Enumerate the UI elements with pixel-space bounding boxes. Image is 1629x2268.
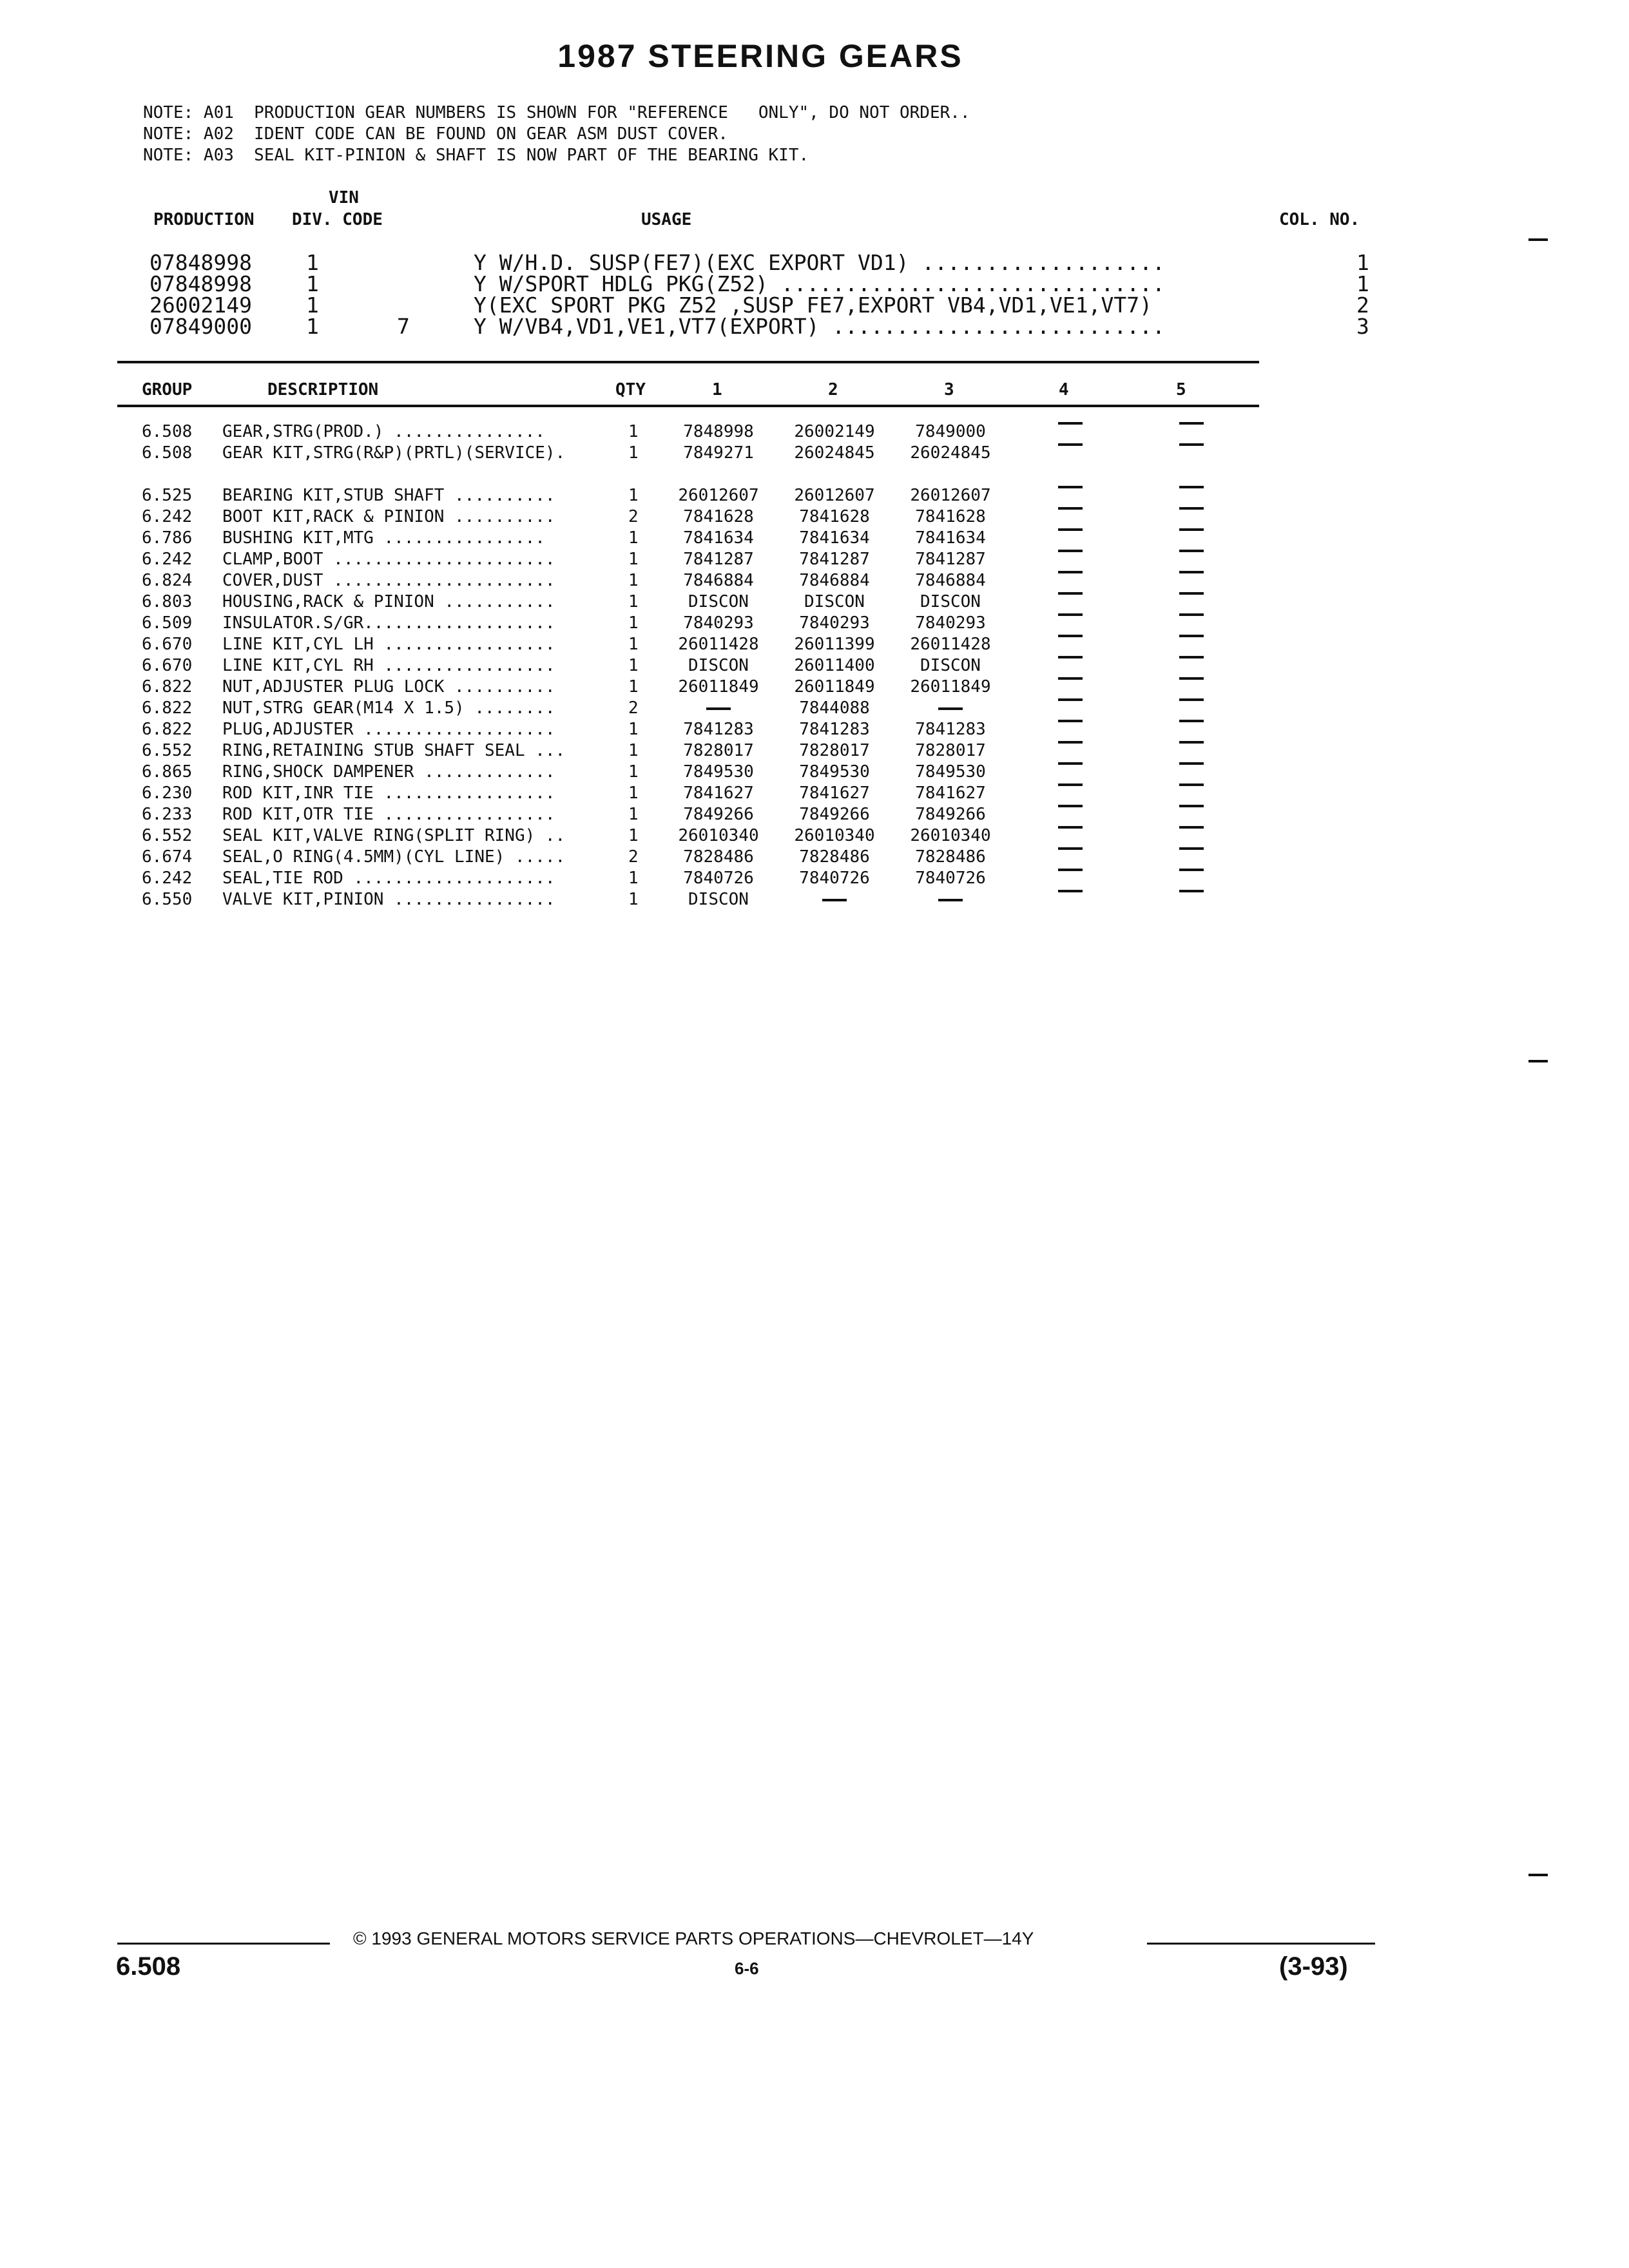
empty-dash (1058, 635, 1083, 637)
col3-cell: 7846884 (915, 571, 986, 590)
empty-dash (1179, 550, 1204, 552)
empty-dash (1058, 762, 1083, 765)
col1-cell: DISCON (688, 656, 749, 675)
table-row (0, 869, 1629, 890)
description-cell: ROD KIT,OTR TIE ................. (222, 805, 555, 824)
description-cell: GEAR,STRG(PROD.) ............... (222, 422, 545, 441)
group-cell: 6.670 (142, 635, 193, 654)
group-header: GROUP (142, 380, 193, 399)
division: 1 (306, 314, 319, 339)
description-cell: LINE KIT,CYL LH ................. (222, 635, 555, 654)
col1-cell: 26010340 (678, 826, 759, 845)
empty-dash (1058, 890, 1083, 892)
col1-cell: 7841287 (683, 550, 754, 569)
empty-dash (1179, 613, 1204, 616)
group-cell: 6.822 (142, 698, 193, 718)
col2-cell: 7849530 (799, 762, 870, 782)
description-cell: RING,SHOCK DAMPENER ............. (222, 762, 555, 782)
col3-cell: DISCON (920, 592, 981, 611)
table-rule-header (117, 405, 1259, 407)
group-cell: 6.509 (142, 613, 193, 633)
group-cell: 6.552 (142, 826, 193, 845)
empty-dash (1179, 507, 1204, 510)
qty-cell: 2 (628, 698, 639, 718)
table-row (0, 507, 1629, 528)
empty-dash (1058, 422, 1083, 425)
table-rule-top (117, 361, 1259, 363)
empty-dash (1058, 826, 1083, 829)
empty-dash (1058, 507, 1083, 510)
table-row (0, 486, 1629, 507)
note-a01: NOTE: A01 PRODUCTION GEAR NUMBERS IS SHOWN FOR "REFERENCE ONLY", DO NOT ORDER.. (143, 103, 970, 122)
qty-cell: 1 (628, 720, 639, 739)
col1-cell: 7840293 (683, 613, 754, 633)
qty-cell: 1 (628, 550, 639, 569)
col3-cell: 7840293 (915, 613, 986, 633)
col3-cell: 26011849 (910, 677, 991, 697)
division: 1 (306, 250, 319, 275)
empty-dash (1179, 826, 1204, 829)
table-row (0, 443, 1629, 465)
description-cell: RING,RETAINING STUB SHAFT SEAL ... (222, 741, 566, 760)
production-number: 07848998 (149, 250, 252, 275)
col1-cell: 26011428 (678, 635, 759, 654)
col3-cell: 7841627 (915, 783, 986, 803)
empty-dash (1179, 698, 1204, 701)
col2-cell: 26010340 (794, 826, 875, 845)
table-row (0, 656, 1629, 677)
edge-mark (1528, 1060, 1548, 1062)
group-cell: 6.865 (142, 762, 193, 782)
group-cell: 6.508 (142, 443, 193, 463)
table-row (0, 847, 1629, 869)
table-row (0, 826, 1629, 847)
col3-cell: 7841634 (915, 528, 986, 548)
empty-dash (1058, 613, 1083, 616)
qty-cell: 1 (628, 443, 639, 463)
col1-cell: 7849530 (683, 762, 754, 782)
usage-text: Y(EXC SPORT PKG Z52 ,SUSP FE7,EXPORT VB4,VD1,VE1,VT7) (474, 293, 1152, 318)
table-row (0, 890, 1629, 911)
empty-dash (822, 899, 847, 901)
empty-dash (1058, 443, 1083, 446)
col3-header: 3 (944, 380, 954, 399)
footer-rule-right (1147, 1943, 1375, 1945)
table-row (0, 805, 1629, 826)
edge-mark (1528, 238, 1548, 241)
group-cell: 6.803 (142, 592, 193, 611)
description-cell: CLAMP,BOOT ...................... (222, 550, 555, 569)
note-a02: NOTE: A02 IDENT CODE CAN BE FOUND ON GEAR ASM DUST COVER. (143, 124, 728, 144)
col2-cell: 7841287 (799, 550, 870, 569)
col3-cell: 7849000 (915, 422, 986, 441)
usage-text: Y W/VB4,VD1,VE1,VT7(EXPORT) .......................... (474, 314, 1165, 339)
group-cell: 6.674 (142, 847, 193, 867)
empty-dash (1179, 783, 1204, 786)
col2-header: 2 (828, 380, 838, 399)
col1-cell: DISCON (688, 592, 749, 611)
description-cell: ROD KIT,INR TIE ................. (222, 783, 555, 803)
empty-dash (1179, 571, 1204, 573)
col3-cell: 7841287 (915, 550, 986, 569)
col1-cell: 7828017 (683, 741, 754, 760)
description-cell: LINE KIT,CYL RH ................. (222, 656, 555, 675)
qty-cell: 1 (628, 741, 639, 760)
group-code: 6.508 (116, 1952, 181, 1981)
col2-cell: 26011399 (794, 635, 875, 654)
col1-cell: 26012607 (678, 486, 759, 505)
footer-rule-left (117, 1943, 330, 1945)
empty-dash (1179, 762, 1204, 765)
table-row (0, 613, 1629, 635)
col3-cell: 26010340 (910, 826, 991, 845)
group-cell: 6.508 (142, 422, 193, 441)
table-row (0, 741, 1629, 762)
description-cell: HOUSING,RACK & PINION ........... (222, 592, 555, 611)
group-cell: 6.786 (142, 528, 193, 548)
col1-cell: 7840726 (683, 869, 754, 888)
col-no-header: COL. NO. (1279, 210, 1360, 229)
col1-cell: 7848998 (683, 422, 754, 441)
description-cell: SEAL KIT,VALVE RING(SPLIT RING) .. (222, 826, 566, 845)
qty-cell: 1 (628, 486, 639, 505)
description-cell: PLUG,ADJUSTER ................... (222, 720, 555, 739)
qty-cell: 1 (628, 783, 639, 803)
col2-cell: 7828017 (799, 741, 870, 760)
qty-cell: 1 (628, 592, 639, 611)
table-row (0, 635, 1629, 656)
group-cell: 6.824 (142, 571, 193, 590)
division: 1 (306, 293, 319, 318)
qty-cell: 2 (628, 847, 639, 867)
col2-cell: 7841628 (799, 507, 870, 526)
empty-dash (1179, 805, 1204, 807)
division: 1 (306, 271, 319, 296)
empty-dash (1179, 528, 1204, 531)
col1-cell: 7849271 (683, 443, 754, 463)
description-cell: BEARING KIT,STUB SHAFT .......... (222, 486, 555, 505)
qty-cell: 1 (628, 422, 639, 441)
description-cell: INSULATOR.S/GR................... (222, 613, 555, 633)
group-cell: 6.242 (142, 550, 193, 569)
description-cell: COVER,DUST ...................... (222, 571, 555, 590)
qty-cell: 1 (628, 656, 639, 675)
group-cell: 6.822 (142, 677, 193, 697)
description-cell: SEAL,TIE ROD .................... (222, 869, 555, 888)
col2-cell (793, 890, 876, 909)
col1-cell: DISCON (688, 890, 749, 909)
col2-cell: 7846884 (799, 571, 870, 590)
col1-cell (677, 698, 760, 718)
production-number: 07848998 (149, 271, 252, 296)
col3-cell (909, 890, 992, 909)
col1-cell: 26011849 (678, 677, 759, 697)
div-code-header: DIV. CODE (292, 210, 383, 229)
col1-cell: 7828486 (683, 847, 754, 867)
table-row (0, 592, 1629, 613)
group-cell: 6.242 (142, 869, 193, 888)
empty-dash (1179, 847, 1204, 850)
col2-cell: 7841627 (799, 783, 870, 803)
empty-dash (1058, 571, 1083, 573)
col2-cell: 26012607 (794, 486, 875, 505)
col2-cell: 26002149 (794, 422, 875, 441)
col2-cell: 7840726 (799, 869, 870, 888)
group-cell: 6.670 (142, 656, 193, 675)
table-row (0, 762, 1629, 783)
description-cell: BOOT KIT,RACK & PINION .......... (222, 507, 555, 526)
qty-cell: 1 (628, 869, 639, 888)
qty-cell: 1 (628, 762, 639, 782)
qty-cell: 1 (628, 677, 639, 697)
description-cell: BUSHING KIT,MTG ................ (222, 528, 545, 548)
empty-dash (1179, 592, 1204, 595)
empty-dash (1058, 847, 1083, 850)
description-cell: NUT,STRG GEAR(M14 X 1.5) ........ (222, 698, 555, 718)
empty-dash (1058, 486, 1083, 488)
empty-dash (1179, 443, 1204, 446)
usage-header: USAGE (641, 210, 692, 229)
description-cell: GEAR KIT,STRG(R&P)(PRTL)(SERVICE). (222, 443, 566, 463)
page-title: 1987 STEERING GEARS (557, 38, 963, 74)
empty-dash (1058, 805, 1083, 807)
col-number: 2 (1356, 293, 1369, 318)
col2-cell: 26011400 (794, 656, 875, 675)
description-cell: NUT,ADJUSTER PLUG LOCK .......... (222, 677, 555, 697)
empty-dash (1179, 720, 1204, 722)
empty-dash (1179, 741, 1204, 744)
qty-cell: 2 (628, 507, 639, 526)
group-cell: 6.550 (142, 890, 193, 909)
table-row (0, 698, 1629, 720)
qty-header: QTY (615, 380, 646, 399)
col2-cell: 7840293 (799, 613, 870, 633)
empty-dash (1179, 486, 1204, 488)
empty-dash (1179, 677, 1204, 680)
group-cell: 6.525 (142, 486, 193, 505)
qty-cell: 1 (628, 805, 639, 824)
empty-dash (938, 899, 963, 901)
col3-cell: 7828486 (915, 847, 986, 867)
col3-cell: 7840726 (915, 869, 986, 888)
usage-text: Y W/SPORT HDLG PKG(Z52) .............................. (474, 271, 1165, 296)
empty-dash (1058, 550, 1083, 552)
col1-header: 1 (712, 380, 722, 399)
col3-cell: 7849530 (915, 762, 986, 782)
empty-dash (938, 707, 963, 710)
copyright-text: © 1993 GENERAL MOTORS SERVICE PARTS OPERATIONS—CHEVROLET—14Y (353, 1928, 1034, 1948)
col3-cell: 7849266 (915, 805, 986, 824)
empty-dash (706, 707, 731, 710)
col2-cell: 7849266 (799, 805, 870, 824)
empty-dash (1058, 698, 1083, 701)
empty-dash (1058, 656, 1083, 658)
qty-cell: 1 (628, 826, 639, 845)
col1-cell: 7849266 (683, 805, 754, 824)
col2-cell: 7844088 (799, 698, 870, 718)
col3-cell: 26024845 (910, 443, 991, 463)
description-cell: SEAL,O RING(4.5MM)(CYL LINE) ..... (222, 847, 566, 867)
table-row (0, 528, 1629, 550)
table-row (0, 720, 1629, 741)
col3-cell: 26012607 (910, 486, 991, 505)
col3-cell: DISCON (920, 656, 981, 675)
production-header: PRODUCTION (153, 210, 255, 229)
empty-dash (1058, 528, 1083, 531)
col2-cell: 7828486 (799, 847, 870, 867)
col1-cell: 7846884 (683, 571, 754, 590)
description-header: DESCRIPTION (267, 380, 379, 399)
page-number: 6-6 (735, 1959, 759, 1978)
qty-cell: 1 (628, 571, 639, 590)
usage-text: Y W/H.D. SUSP(FE7)(EXC EXPORT VD1) ................... (474, 250, 1165, 275)
description-cell: VALVE KIT,PINION ................ (222, 890, 555, 909)
col2-cell: 26011849 (794, 677, 875, 697)
group-cell: 6.233 (142, 805, 193, 824)
table-row (0, 571, 1629, 592)
empty-dash (1058, 869, 1083, 871)
col-number: 1 (1356, 271, 1369, 296)
vin-code: 7 (397, 314, 410, 339)
empty-dash (1179, 890, 1204, 892)
col1-cell: 7841283 (683, 720, 754, 739)
qty-cell: 1 (628, 528, 639, 548)
empty-dash (1179, 656, 1204, 658)
qty-cell: 1 (628, 890, 639, 909)
empty-dash (1058, 783, 1083, 786)
col1-cell: 7841627 (683, 783, 754, 803)
col3-cell: 7841283 (915, 720, 986, 739)
empty-dash (1058, 677, 1083, 680)
edge-mark (1528, 1874, 1548, 1876)
empty-dash (1058, 741, 1083, 744)
col2-cell: 7841634 (799, 528, 870, 548)
production-number: 07849000 (149, 314, 252, 339)
table-row (0, 677, 1629, 698)
group-cell: 6.242 (142, 507, 193, 526)
group-cell: 6.822 (142, 720, 193, 739)
col3-cell: 26011428 (910, 635, 991, 654)
col-number: 3 (1356, 314, 1369, 339)
production-number: 26002149 (149, 293, 252, 318)
empty-dash (1179, 869, 1204, 871)
col3-cell (909, 698, 992, 718)
qty-cell: 1 (628, 613, 639, 633)
col2-cell: 26024845 (794, 443, 875, 463)
col3-cell: 7841628 (915, 507, 986, 526)
col4-header: 4 (1059, 380, 1069, 399)
note-a03: NOTE: A03 SEAL KIT-PINION & SHAFT IS NOW PART OF THE BEARING KIT. (143, 146, 809, 165)
group-cell: 6.230 (142, 783, 193, 803)
col5-header: 5 (1176, 380, 1186, 399)
table-row (0, 422, 1629, 443)
empty-dash (1058, 592, 1083, 595)
vin-header: VIN (329, 188, 359, 207)
table-row (0, 550, 1629, 571)
empty-dash (1179, 635, 1204, 637)
date-code: (3-93) (1279, 1952, 1348, 1981)
col2-cell: 7841283 (799, 720, 870, 739)
group-cell: 6.552 (142, 741, 193, 760)
col-number: 1 (1356, 250, 1369, 275)
col2-cell: DISCON (804, 592, 865, 611)
col1-cell: 7841634 (683, 528, 754, 548)
empty-dash (1179, 422, 1204, 425)
col3-cell: 7828017 (915, 741, 986, 760)
table-row (0, 783, 1629, 805)
empty-dash (1058, 720, 1083, 722)
col1-cell: 7841628 (683, 507, 754, 526)
qty-cell: 1 (628, 635, 639, 654)
